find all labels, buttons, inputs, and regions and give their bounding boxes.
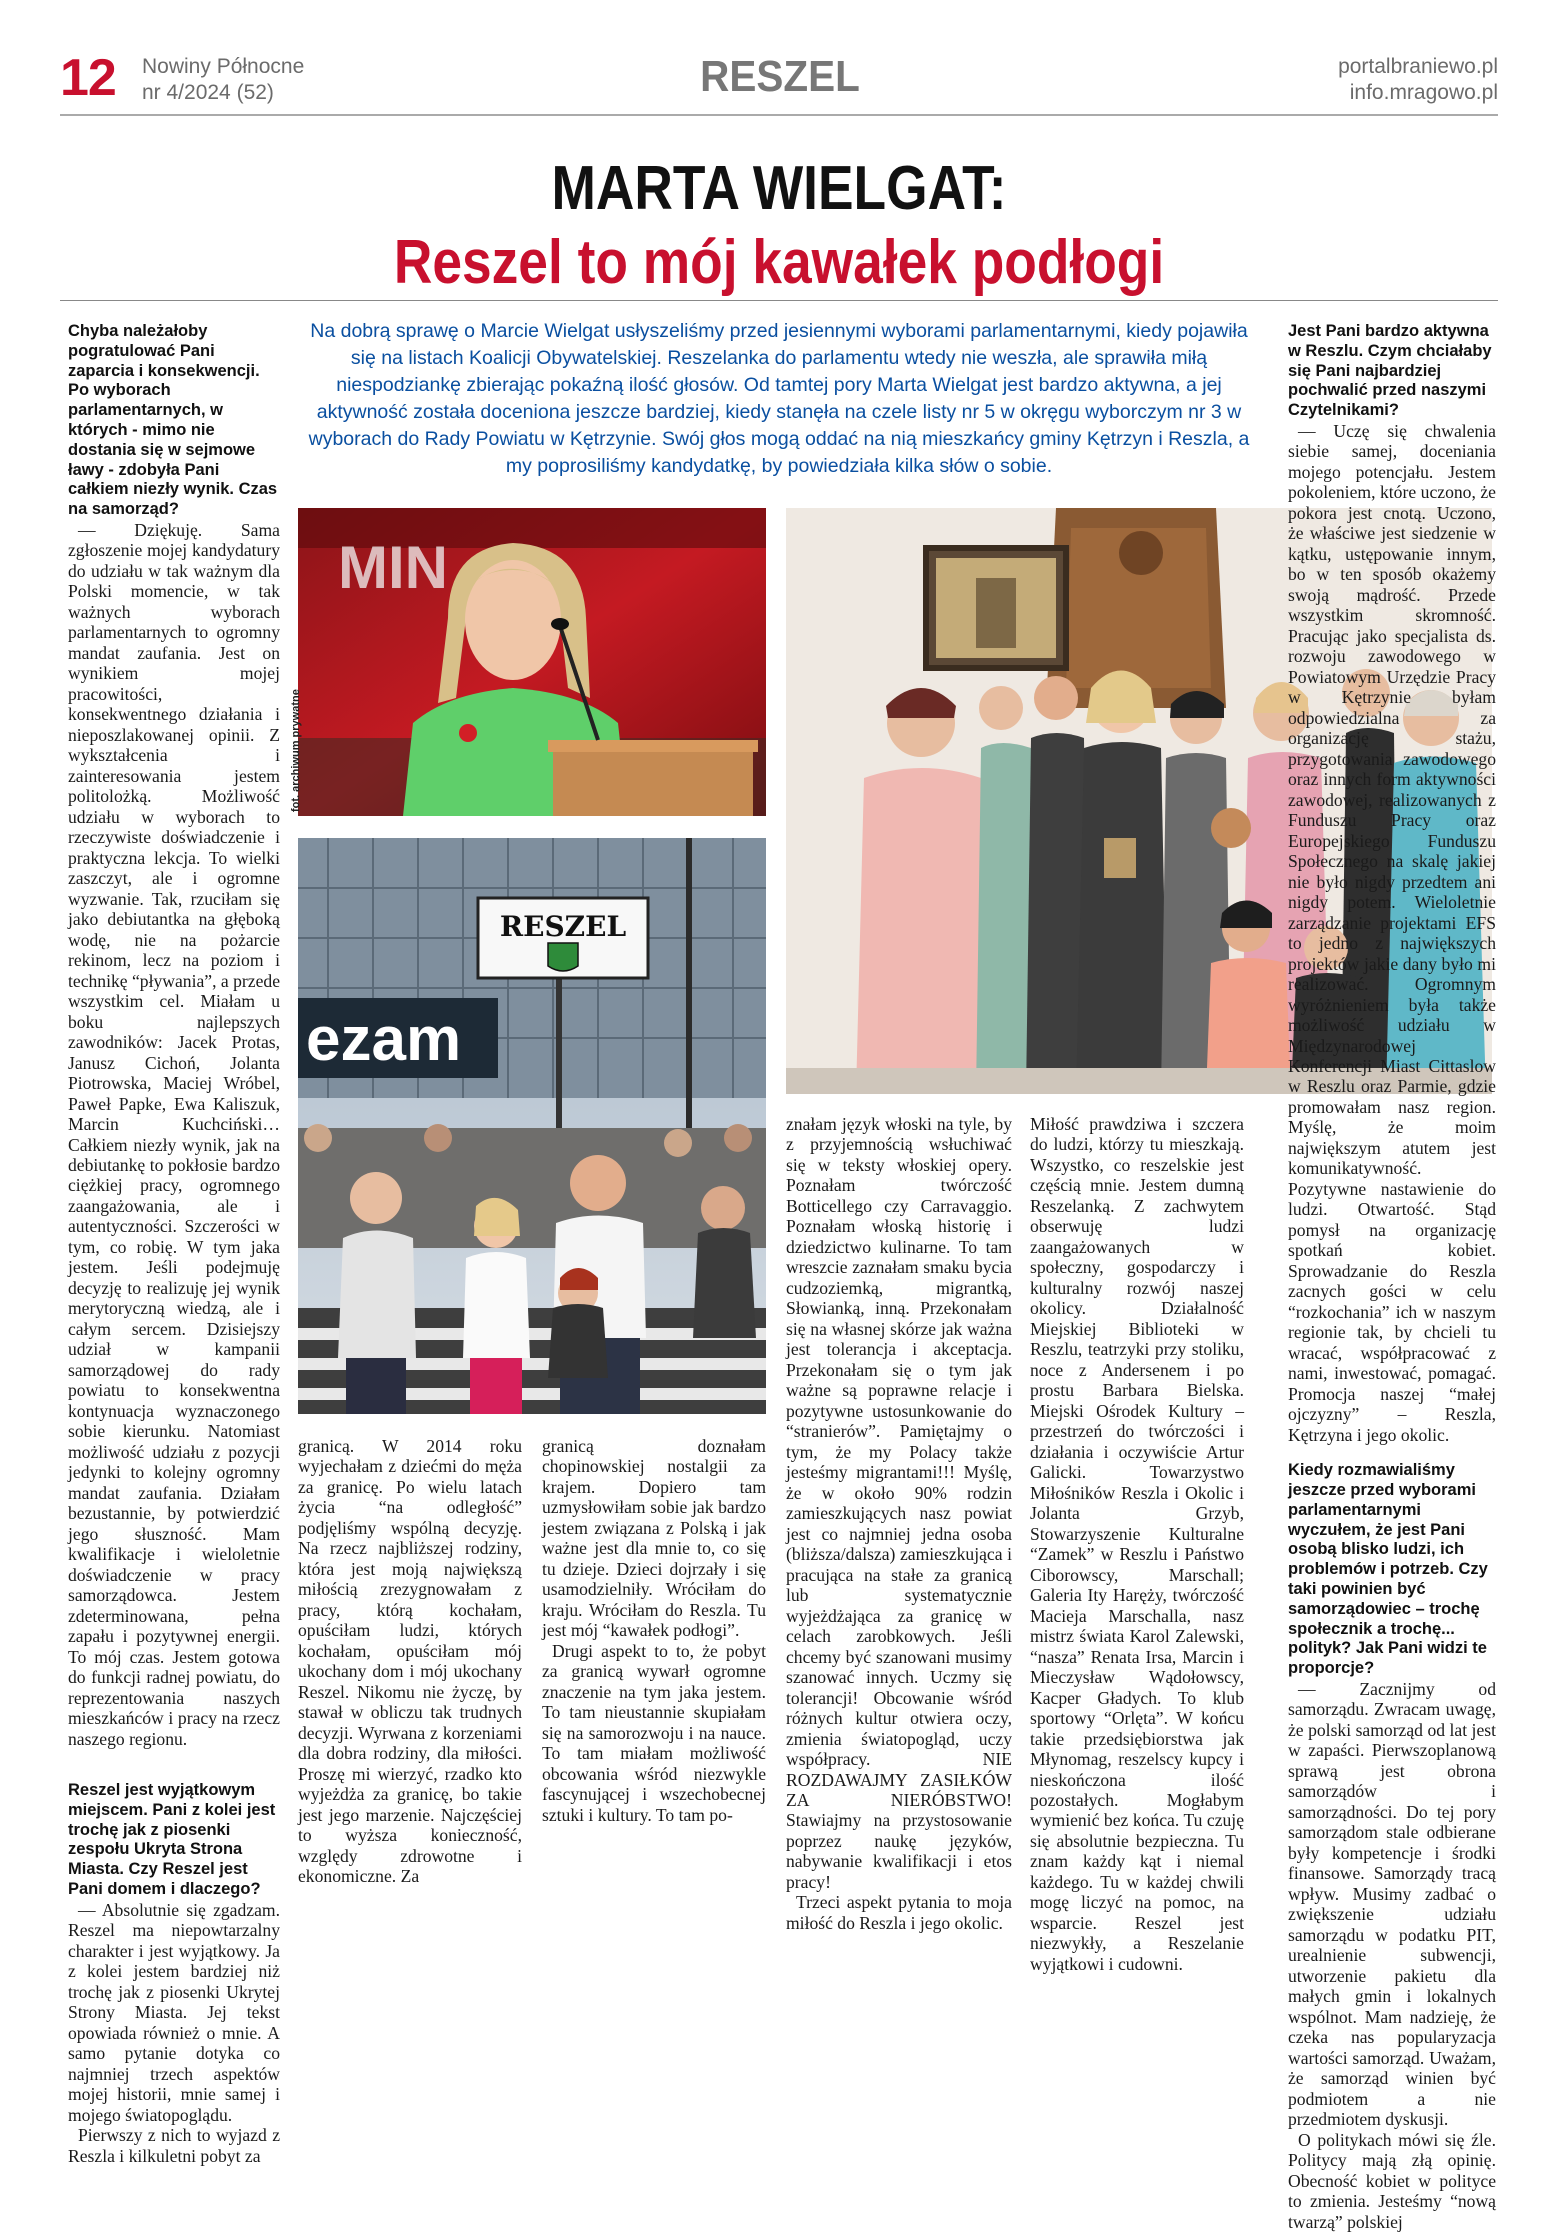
- banner-text: ezam: [306, 1005, 462, 1074]
- page-number: 12: [60, 49, 116, 107]
- speaker-image: [298, 508, 766, 816]
- question-3: Jest Pani bardzo aktywna w Reszlu. Czym chciałaby się Pani najbardziej pochwalić przed naszymi Czytelnikami?: [1288, 322, 1492, 420]
- column-5: [1030, 1114, 1244, 1974]
- answer-2b: Pierwszy z nich to wyjazd z Reszla i kilkuletni pobyt za: [68, 2125, 280, 2166]
- col3-para-2: Drugi aspekt to to, że pobyt za granicą wywarł ogromne znaczenie na tym jaka jestem. To tam nieustannie skupiałam się na samorozwoju i na nauce. To tam miałam możliwość obcowania wśród niezwykle fascynującej i wszechobecnej sztuki i kultury. To tam po-: [542, 1640, 766, 1825]
- question-4: Kiedy rozmawialiśmy jeszcze przed wyborami parlamentarnymi wyczułem, że jest Pani osobą blisko ludzi, ich problemów i potrzeb. Czy taki powinien być samorządowiec – trochę społecznik a trochę... polityk? Jak Pani widzi te proporcje?: [1288, 1461, 1488, 1678]
- newspaper-name: [142, 54, 304, 105]
- portal-link-mragowo[interactable]: info.mragowo.pl: [1349, 80, 1498, 104]
- portal-links: [1338, 54, 1498, 105]
- question-1: Chyba należałoby pogratulować Pani zaparcia i konsekwencji. Po wyborach parlamentarnych, w których - mimo nie dostania się w sejmowe ławy - zdobyła Pani całkiem niezły wynik. Czas na samorząd?: [68, 322, 278, 519]
- section-title: RESZEL: [700, 52, 860, 101]
- col5-text: Miłość prawdziwa i szczera do ludzi, którzy tu mieszkają. Wszystko, co reszelskie jest częścią mnie. Jestem dumną Reszelanką. Z zachwytem obserwuję ludzi zaangażowanych w społeczny, gospodarczy i kulturalny rozwój naszej okolicy. Działalność Miejskiej Biblioteki w Reszlu, teatrzyki przy stoliku, noce z Andersenem i po prostu Barbara Bielska. Miejski Ośrodek Kultury – przestrzeń do twórczości i działania i oczywiście Artur Galicki. Towarzystwo Miłośników Reszla i Okolic i Jolanta Grzyb, Stowarzyszenie Kulturalne “Zamek” w Reszlu i Państwo Ciborowscy, Marschall; Galeria Ity Haręży, twórczość Macieja Marschalla, nasz mistrz świata Karol Zalewski, “nasza” Renata Irsa, Marcin i Mieczysław Wądołowscy, Kacper Gładych. To klub sportowy “Orlęta”. W końcu takie przedsiębiorstwa jak Młynomag, reszelscy kupcy i nieskończona ilość pozostałych. Mogłabym wymienić bez końca. Tu czuję się absolutnie bezpieczna. Tu znam każdy kąt i niemal każdego. Tu w każdej chwili mogę liczyć na pomoc, na wsparcie. Reszel jest niezwykły, a Reszelanie wyjątkowi i cudowni.: [1030, 1114, 1244, 1974]
- headline-name: MARTA WIELGAT:: [551, 154, 1007, 223]
- portal-link-braniewo[interactable]: portalbraniewo.pl: [1338, 55, 1498, 78]
- photo-speaker-podium: [298, 508, 766, 816]
- answer-4a: — Zacznijmy od samorządu. Zwracam uwagę, że polski samorząd od lat jest w zapaści. Pierwszoplanową sprawą jest obrona samorządów i samorządności. Do tej pory samorządom stale odbierane były kompetencje i środki finansowe. Samorządy tracą wpływ. Musimy zadbać o zwiększenie udziału samorządu w podatku PIT, urealnienie subwencji, utworzenie pakietu dla małych gmin i lokalnych wspólnot. Mam nadzieję, że czeka nas popularyzacja wartości samorząd. Uważam, że samorząd winien być podmiotem a nie przedmiotem dyskusji.: [1288, 1678, 1496, 2130]
- column-1: [68, 322, 280, 2166]
- col4-para-2: Trzeci aspekt pytania to moja miłość do Reszla i jego okolic.: [786, 1892, 1012, 1933]
- headline-quote: Reszel to mój kawałek podłogi: [393, 228, 1165, 297]
- svg-text:MIN: MIN: [338, 534, 448, 601]
- newspaper-title: Nowiny Północne: [142, 55, 305, 78]
- answer-1: — Dziękuję. Sama zgłoszenie mojej kandydatury do udziału w tak ważnym dla Polski momencie, w tak ważnych wyborach parlamentarnych to ogromny mandat zaufania. Jest on wynikiem mojej pracowitości, konsekwentnego działania i nieposzlakowanej opinii. Z wykształcenia i zainteresowania jestem politolożką. Możliwość udziału w wyborach to rzeczywiste doświadczenie i praktyczna lekcja. To wielki zaszczyt, ale i ogromne wyzwanie. Tak, rzuciłam się jako debiutantka na głęboką wodę, nie na pożarcie rekinom, lecz na poziom i technikę “pływania”, a przede wszystkim cel. Miałam u boku najlepszych zawodników: Jacek Protas, Janusz Cichoń, Jolanta Piotrowska, Maciej Wróbel, Paweł Papke, Ewa Kaliszuk, Marcin Kuchciński… Całkiem niezły wynik, jak na debiutankę to pokłosie bardzo ciężkiej pracy, ogromnego zaangażowania, ale i autentyczności. Szczerości w tym, co robię. W tym jaka jestem. Jeśli podejmuję decyzję to realizuję jej wynik merytoryczną wiedzą, ale i całym sercem. Dzisiejszy udział w kampanii samorządowej do rady powiatu to konsekwentna kontynuacja wyznaczonego sobie kierunku. Natomiast możliwość udziału z pozycji jedynki to kolejny ogromny mandat zaufania. Działam bezustannie, by potwierdzić jego słuszność. Mam kwalifikacje i wieloletnie doświadczenie w pracy samorządowca. Jestem zdeterminowana, pełna zapału i pozytywnej energii. To mój czas. Jestem gotowa do funkcji radnej powiatu, do reprezentowania naszych mieszkańców i pracy na rzecz naszego regionu.: [68, 519, 280, 1749]
- answer-2a: — Absolutnie się zgadzam. Reszel ma niepowtarzalny charakter i jest wyjątkowy. Ja z kolei jestem bardziej niż trochę jak z piosenki Ukrytej Strony Miasta. Jej tekst opowiada również o mnie. A samo pytanie dotyka co najmniej trzech aspektów mojej historii, mnie samej i mojego światopoglądu.: [68, 1899, 280, 2125]
- answer-4b: O politykach mówi się źle. Politycy mają złą opinię. Obecność kobiet w polityce to zmienia. Jesteśmy “nową twarzą” polskiej: [1288, 2129, 1496, 2232]
- question-2: Reszel jest wyjątkowym miejscem. Pani z kolei jest trochę jak z piosenki zespołu Ukryta Strona Miasta. Czy Reszel jest Pani domem i dlaczego?: [68, 1781, 276, 1899]
- photo-credit: fot. archiwum prywatne: [290, 689, 302, 812]
- col4-para-1: znałam język włoski na tyle, by z przyjemnością wsłuchiwać się w teksty włoskiej opery. Poznałam twórczość Botticellego czy Carravaggio. Poznałam włoską historię i dziedzictwo kulinarne. To tam wreszcie zaznałam smaku bycia cudzoziemką, migrantką, Słowianką, inną. Przekonałam się na własnej skórze jak ważna jest tolerancja i akceptacja. Przekonałam się o tym jak ważne są poprawne relacje i pozytywne ustosunkowanie do “stranierów”. Pamiętajmy o tym, że my Polacy także jesteśmy migrantami!!! Myślę, że w około 90% rodzin zamieszkujących nasz powiat jest co najmniej jedna osoba (bliższa/dalsza) zamieszkująca i pracująca na stałe za granicą lub systematycznie wyjeżdżająca za granicę w celach zarobkowych. Jeśli chcemy być szanowani musimy szanować innych. Uczmy się tolerancji! Obcowanie wśród różnych kultur otwiera oczy, zmienia światopogląd, uczy współpracy. NIE ROZDAWAJMY ZASIŁKÓW ZA NIERÓBSTWO! Stawiajmy na przystosowanie poprzez naukę języków, nabywanie kwalifikacji i etos pracy!: [786, 1114, 1012, 1892]
- headline-divider: [60, 300, 1498, 301]
- lead-paragraph: Na dobrą sprawę o Marcie Wielgat usłyszeliśmy przed jesiennymi wyborami parlamentarnymi, kiedy pojawiła się na listach Koalicji Obywatelskiej. Reszelanka do parlamentu wtedy nie weszła, ale sprawiła miłą niespodziankę zbierając pokaźną ilość głosów. Od tamtej pory Marta Wielgat jest bardzo aktywna, a jej aktywność została doceniona jeszcze bardziej, kiedy stanęła na czele listy nr 5 w okręgu wyborczym nr 3 w wyborach do Rady Powiatu w Kętrzynie. Swój głos mogą oddać na nią mieszkańcy gminy Kętrzyn i Reszla, a my poprosiliśmy kandydatkę, by powiedziała kilka słów o sobie.: [308, 320, 1250, 477]
- column-3: [542, 1436, 766, 1825]
- issue-number: nr 4/2024 (52): [142, 80, 274, 104]
- column-2: [298, 1436, 522, 1887]
- header-divider: [60, 114, 1498, 116]
- column-6: [1288, 322, 1496, 2232]
- rally-image: [298, 838, 766, 1414]
- col3-para-1: granicą doznałam chopinowskiej nostalgii za krajem. Dopiero tam uzmysłowiłam sobie jak bardzo jestem związana z Polską i jak ważne jest dla mnie to, co się tu dzieje. Dzieci dojrzały i się usamodzielniły. Wróciłam do kraju. Wróciłam do Reszla. Tu jest mój “kawałek podłogi”.: [542, 1436, 766, 1641]
- col2-text: granicą. W 2014 roku wyjechałam z dziećmi do męża za granicę. Po wielu latach życia “na odległość” podjęliśmy wspólną decyzję. Na rzecz najbliższej rodziny, która jest moją największą miłością zrezygnowałam z pracy, którą kochałam, opuściłam ludzi, których kochałam, opuściłam mój ukochany dom i mój ukochany Reszel. Nikomu nie życzę, by stawał w obliczu tak trudnych decyzji. Wyrwana z korzeniami dla dobra rodziny, dla miłości. Proszę mi wierzyć, rzadko kto wyjeżdża za granicę, bo takie jest jego marzenie. Najczęściej to wyższa konieczność, względy zdrowotne i ekonomiczne. Za: [298, 1436, 522, 1887]
- answer-3: — Uczę się chwalenia siebie samej, doceniania mojego potencjału. Jestem pokoleniem, które uczono, że pokora jest cnotą. Uczono, że właściwe jest siedzenie w kątku, ustępowanie innym, bo w ten sposób okażemy swoją mądrość. Przede wszystkim skromność. Pracując jako specjalista ds. rozwoju zawodowego w Powiatowym Urzędzie Pracy w Kętrzynie byłam odpowiedzialna za organizację stażu, przygotowania zawodowego oraz innych form aktywności zawodowej, realizowanych z Funduszu Pracy oraz Europejskiego Funduszu Społecznego na skalę jakiej nie było nigdy przedtem ani nigdy potem. Wieloletnie zarządzanie projektami EFS to jedno z największych projektów jakie dany było mi realizować. Ogromnym wyróżnieniem była także możliwość udziału w Międzynarodowej Konferencji Miast Cittaslow w Reszlu oraz Parmie, gdzie promowałam nasz region. Myślę, że moim największym atutem jest komunikatywność. Pozytywne nastawienie do ludzi. Otwartość. Stąd pomysł na organizację spotkań kobiet. Sprowadzanie do Reszla zacnych gości w celu “rozkochania” ich w naszym regionie tak, by chcieli tu wracać, współpracować z nami, inwestować, pomagać. Promocja naszej “małej ojczyzny” – Reszla, Kętrzyna i jego okolic.: [1288, 420, 1496, 1445]
- column-4: [786, 1114, 1012, 1933]
- sign-text: RESZEL: [499, 910, 627, 943]
- photo-group-rally: [298, 838, 766, 1414]
